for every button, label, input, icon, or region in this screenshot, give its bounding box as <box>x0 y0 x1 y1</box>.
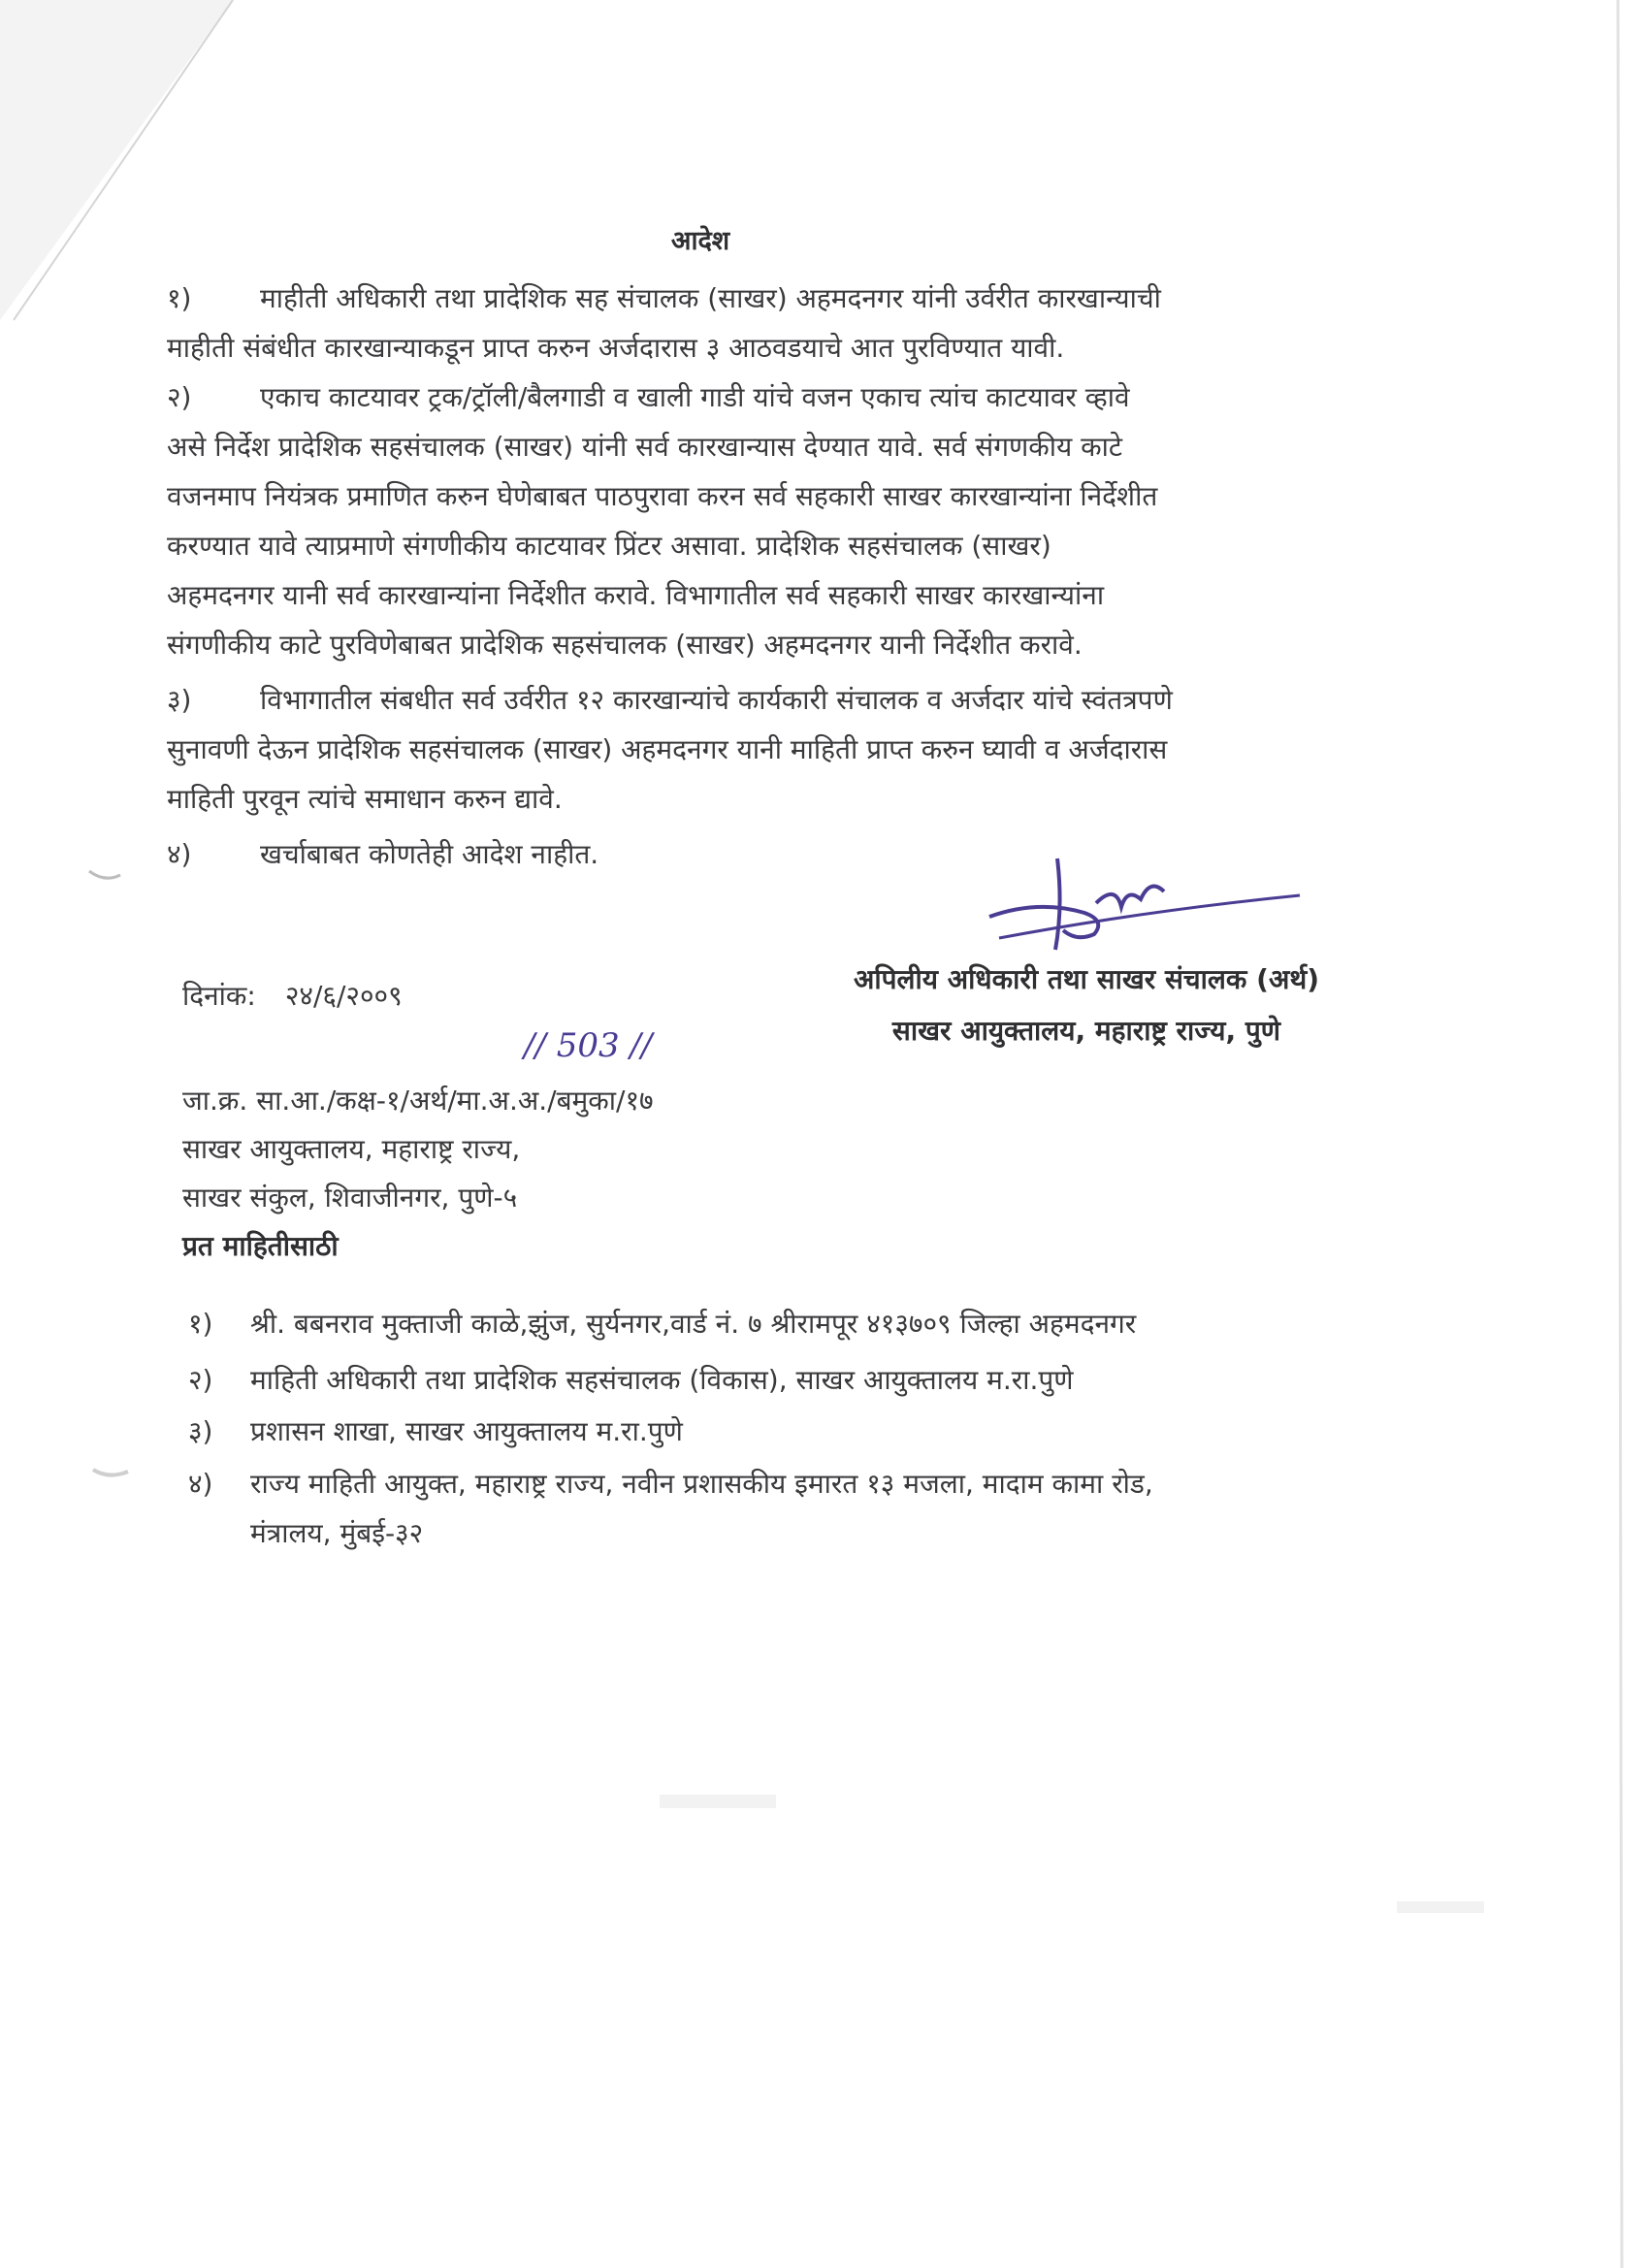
signatory-office: साखर आयुक्तालय, महाराष्ट्र राज्य, पुणे <box>891 1015 1281 1047</box>
paragraph-line: असे निर्देश प्रादेशिक सहसंचालक (साखर) यांनी सर्व कारखान्यास देण्यात यावे. सर्व संगणकीय काटे <box>167 431 1123 463</box>
copy-item-number: ३) <box>188 1415 213 1447</box>
order-paragraph-3 <box>167 675 1438 824</box>
signatory-designation: अपिलीय अधिकारी तथा साखर संचालक (अर्थ) <box>853 963 1320 995</box>
paragraph-line: विभागातील संबधीत सर्व उर्वरीत १२ कारखान्यांचे कार्यकारी संचालक व अर्जदार यांचे स्वंतत्रपणे <box>260 684 1173 716</box>
date-label: दिनांक: <box>182 980 256 1012</box>
copy-item <box>188 1361 1074 1398</box>
paragraph-line: खर्चाबाबत कोणतेही आदेश नाहीत. <box>260 838 599 870</box>
copy-item <box>188 1305 1136 1342</box>
scan-smudge <box>1397 1901 1484 1913</box>
paragraph-number: १) <box>167 282 192 314</box>
paragraph-line: माहिती पुरवून त्यांचे समाधान करुन द्यावे. <box>167 783 563 815</box>
copy-item-number: २) <box>188 1364 213 1396</box>
paragraph-line: एकाच काटयावर ट्रक/ट्रॉली/बैलगाडी व खाली गाडी यांचे वजन एकाच त्यांच काटयावर व्हावे <box>260 381 1130 413</box>
copy-item-text: राज्य माहिती आयुक्त, महाराष्ट्र राज्य, नवीन प्रशासकीय इमारत १३ मजला, मादाम कामा रोड, <box>250 1468 1153 1500</box>
reference-number: जा.क्र. सा.आ./कक्ष-१/अर्थ/मा.अ.अ./बमुका/१७ <box>182 1085 654 1117</box>
paragraph-number: २) <box>167 381 192 413</box>
document-title: आदेश <box>670 226 730 256</box>
handwritten-signature <box>970 849 1319 965</box>
paragraph-line: वजनमाप नियंत्रक प्रमाणित करुन घेणेबाबत पाठपुरावा करन सर्व सहकारी साखर कारखान्यांना निर्देशीत <box>167 480 1158 512</box>
copy-item-number: ४) <box>188 1468 213 1500</box>
order-paragraph-1 <box>167 274 1438 373</box>
paragraph-number: ३) <box>167 684 192 716</box>
paragraph-line: माहीती अधिकारी तथा प्रादेशिक सह संचालक (साखर) अहमदनगर यांनी उर्वरीत कारखान्याची <box>260 282 1161 314</box>
order-date <box>182 977 403 1014</box>
copy-item <box>188 1465 1153 1502</box>
handwritten-outward-number: // 503 // <box>524 1026 653 1065</box>
paragraph-line: सुनावणी देऊन प्रादेशिक सहसंचालक (साखर) अहमदनगर यानी माहिती प्राप्त करुन घ्यावी व अर्जदारास <box>167 733 1168 765</box>
copy-item-continuation: मंत्रालय, मुंबई-३२ <box>250 1517 424 1549</box>
copy-item-text: श्री. बबनराव मुक्ताजी काळे,झुंज, सुर्यनगर,वार्ड नं. ७ श्रीरामपूर ४१३७०९ जिल्हा अहमदनगर <box>250 1308 1137 1340</box>
scan-smudge <box>660 1795 776 1808</box>
copy-item <box>188 1412 683 1449</box>
copy-item-text: माहिती अधिकारी तथा प्रादेशिक सहसंचालक (विकास), साखर आयुक्तालय म.रा.पुणे <box>250 1364 1074 1396</box>
reference-office: साखर आयुक्तालय, महाराष्ट्र राज्य, <box>182 1133 521 1165</box>
copy-heading: प्रत माहितीसाठी <box>182 1230 339 1262</box>
copy-item-text: प्रशासन शाखा, साखर आयुक्तालय म.रा.पुणे <box>250 1415 683 1447</box>
reference-address: साखर संकुल, शिवाजीनगर, पुणे-५ <box>182 1182 518 1214</box>
paragraph-line: करण्यात यावे त्याप्रमाणे संगणीकीय काटयावर प्रिंटर असावा. प्रादेशिक सहसंचालक (साखर) <box>167 530 1051 562</box>
copy-item-number: १) <box>188 1308 213 1340</box>
paragraph-line: संगणीकीय काटे पुरविणेबाबत प्रादेशिक सहसंचालक (साखर) अहमदनगर यानी निर्देशीत करावे. <box>167 629 1083 661</box>
paragraph-number: ४) <box>167 838 192 870</box>
paragraph-line: माहीती संबंधीत कारखान्याकडून प्राप्त करुन अर्जदारास ३ आठवडयाचे आत पुरविण्यात यावी. <box>167 332 1065 364</box>
paragraph-line: अहमदनगर यानी सर्व कारखान्यांना निर्देशीत करावे. विभागातील सर्व सहकारी साखर कारखान्यांना <box>167 579 1105 611</box>
order-paragraph-2 <box>167 373 1438 669</box>
date-value: २४/६/२००९ <box>284 980 403 1012</box>
